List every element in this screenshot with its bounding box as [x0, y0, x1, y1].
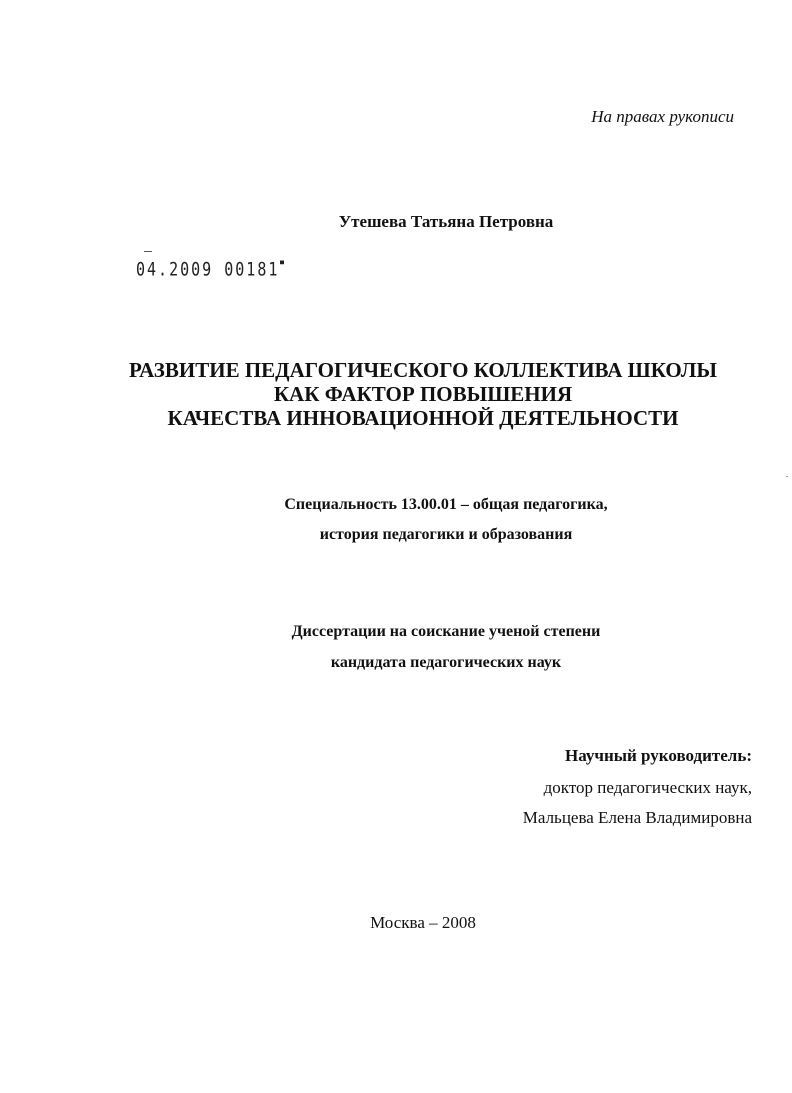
- city-year: Москва – 2008: [370, 913, 476, 932]
- stamp-dot: [280, 261, 284, 265]
- stamp-number: 04.2009 00181: [136, 258, 280, 281]
- specialty-line-1: Специальность 13.00.01 – общая педагогика,: [284, 496, 608, 513]
- rights-notice: На правах рукописи: [591, 107, 734, 126]
- library-stamp: [136, 258, 284, 281]
- scan-speck: [786, 476, 788, 477]
- supervisor-name: Мальцева Елена Владимировна: [522, 808, 752, 827]
- degree-line-2: кандидата педагогических наук: [330, 654, 562, 671]
- dissertation-title: [0, 358, 792, 430]
- degree-line-1: Диссертации на соискание ученой степени: [291, 623, 601, 640]
- author-name: Утешева Татьяна Петровна: [338, 212, 554, 231]
- specialty-line-2: история педагогики и образования: [319, 526, 573, 543]
- title-line-2: КАК ФАКТОР ПОВЫШЕНИЯ: [273, 382, 573, 406]
- title-line-3: КАЧЕСТВА ИННОВАЦИОННОЙ ДЕЯТЕЛЬНОСТИ: [167, 406, 679, 430]
- title-line-1: РАЗВИТИЕ ПЕДАГОГИЧЕСКОГО КОЛЛЕКТИВА ШКОЛЫ: [129, 358, 717, 382]
- stamp-mark: [144, 251, 152, 252]
- supervisor-degree: доктор педагогических наук,: [543, 778, 752, 797]
- supervisor-label: Научный руководитель:: [565, 746, 752, 765]
